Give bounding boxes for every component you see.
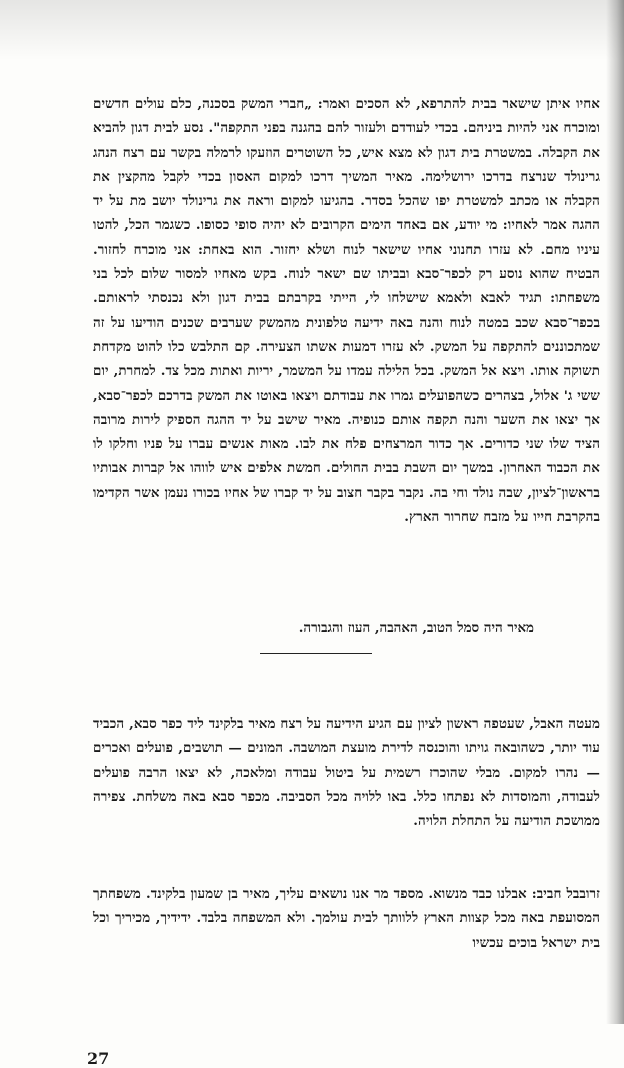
- body-paragraph-2: [93, 712, 600, 833]
- scan-shadow-right: [606, 0, 624, 1024]
- scan-shadow-top: [0, 0, 624, 60]
- paragraph-text: מעטה האבל, שעטפה ראשון לציון עם הגיע הידיעה על רצח מאיר בלקינד ליד כפר סבא, הכביד עוד יותר, כשהובאה גויתו והוכנסה לדירת מועצת המושבה. המונים — תושבים, פועלים ואכרים — נהרו למקום. מבלי שהוכרז רשמית על ביטול עבודה ומלאכה, לא יצאו הרבה פועלים לעבודה, והמוסדות לא נפתחו כלל. באו ללויה מכל הסביבה. מכפר סבא באה משלחת. צפירה ממושכת הודיעה על התחלת הלויה.: [93, 716, 600, 830]
- paragraph-text: זרובבל חביב: אבלנו כבד מנשוא. מספד מר אנו נושאים עליך, מאיר בן שמעון בלקינד. משפחתך המסועפת באה מכל קצוות הארץ ללוותך לבית עולמך. ולא המשפחה בלבד. ידידיך, מכיריך וכל בית ישראל בוכים עכשיו: [93, 886, 600, 951]
- page-number: 27: [87, 1049, 110, 1068]
- section-divider: [260, 653, 372, 654]
- paragraph-text: אחיו איתן שישאר בבית להתרפא, לא הסכים ואמר: „חברי המשק בסכנה, כלם עולים חדשים ומוכרח אני להיות ביניהם. בכדי לעודדם ולעזור להם בהגנה בפני התקפה". נסע לבית דגון להביא את הקבלה. במשטרת בית דגון לא מצא איש, כל השוטרים הוזעקו לרמלה בקשר עם רצח הנהג גרינולד שנרצח בדרכו ירושלימה. מאיר המשיך דרכו למקום האסון בכדי לקבל מהקצין את הקבלה או מכתב למשטרת יפו שהכל בסדר. בהגיעו למקום וראה את גרינולד יושב מת על יד ההגה אמר לאחיו: מי יודע, אם באחד הימים הקרובים לא יהיה סופי כסופו. כשגמר הכל, להטו עיניו מחם. לא עזרו תחנוני אחיו שישאר לנוח ושלא יחזור. הוא באחת: אני מוכרח לחזור. הבטיח שהוא נוסע רק לכפר־סבא ובביתו שם ישאר לנוח. בקש מאחיו למסור שלום לכל בני משפחתו: תגיד לאבא ולאמא שישלחו לי, הייתי בקרבתם בבית דגון ולא נכנסתי לראותם. בכפר־סבא שכב במטה לנוח והנה באה ידיעה טלפונית מהמשק שערבים שכנים הודיעו על זה שמתכוננים להתקפה על המשק. לא עזרו דמעות אשתו הצעירה. קם התלבש כלו להוט מקדחת תשוקה אותו. ויצא אל המשק. בכל הלילה עמדו על המשמר, יריות ואתות מכל צד. למחרת, יום ששי ג' אלול, בצהרים כשהפועלים גמרו את עבודתם ויצאו באוטו את המשק בדרכם לכפר־סבא, אך יצאו את השער והנה תקפה אותם כנופיה. מאיר שישב על יד ההגה הספיק לירות מרובה הציד שלו שני כדורים. אך כדור המרצחים פלח את לבו. מאות אנשים עברו על פניו וחלקו לו את הכבוד האחרון. במשך יום השבת בבית החולים. חמשת אלפים איש לווהו אל קברות אבותיו בראשון־לציון, שבה נולד וחי בה. נקבר בקבר חצוב על יד קברו של אחיו בכורו נעמן אשר הקדימו בהקרבת חייו על מזבח שחרור הארץ.: [93, 96, 600, 526]
- body-paragraph-1: [93, 92, 600, 529]
- closing-line: מאיר היה סמל הטוב, האהבה, העוז והגבורה.: [298, 620, 534, 636]
- body-paragraph-3: [93, 882, 600, 955]
